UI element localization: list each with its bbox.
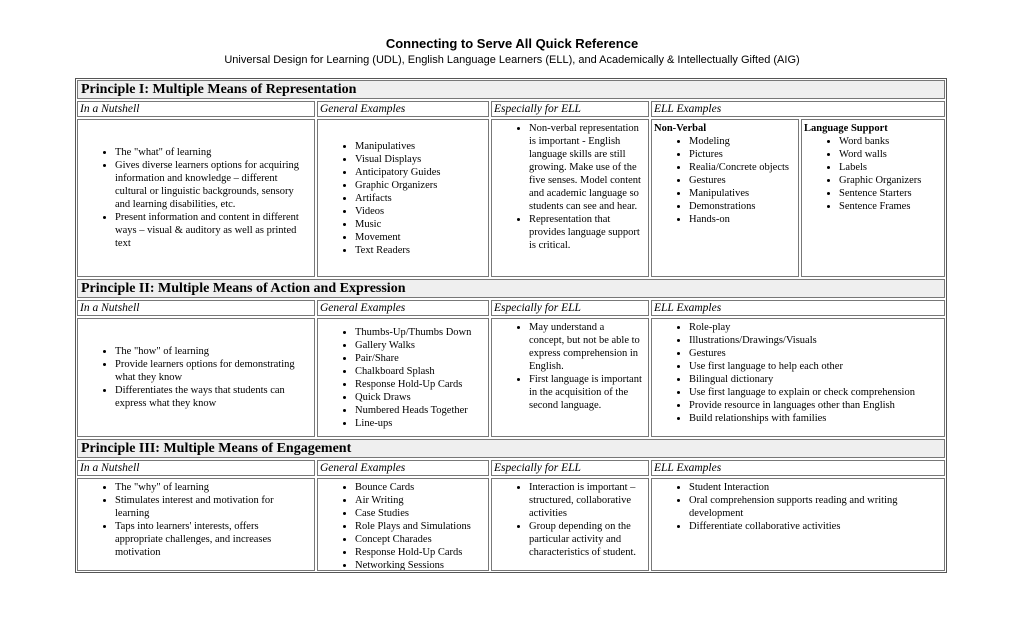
list-item: • Pair/Share xyxy=(355,352,471,365)
p1-header-general: General Examples xyxy=(317,101,489,117)
list-item: • Response Hold-Up Cards xyxy=(355,546,482,559)
list-item: • Word walls xyxy=(839,148,938,161)
page-title: Connecting to Serve All Quick Reference xyxy=(385,36,639,51)
list-item: • Differentiate collaborative activities xyxy=(689,520,938,533)
list-item: • Anticipatory Guides xyxy=(355,166,440,179)
list-item: • Gestures xyxy=(689,174,792,187)
list-item: • Use first language to explain or check comprehension xyxy=(689,386,938,399)
p1-header-ell: Especially for ELL xyxy=(491,101,649,117)
list-item: • Role Plays and Simulations xyxy=(355,520,482,533)
list-item: • Modeling xyxy=(689,135,792,148)
list-item: • Movement xyxy=(355,231,440,244)
p2-nutshell-cell xyxy=(77,318,315,437)
list-item: • Interaction is important – structured, collaborative activities xyxy=(529,481,642,520)
list-item: • Numbered Heads Together xyxy=(355,404,471,417)
p3-header-nutshell: In a Nutshell xyxy=(77,460,315,476)
p1-ell-examples-nonverbal xyxy=(651,119,799,277)
list-item: • Demonstrations xyxy=(689,200,792,213)
list-item: • Gallery Walks xyxy=(355,339,471,352)
list-item: • Provide learners options for demonstrating what they know xyxy=(115,358,308,384)
list-item: • Sentence Starters xyxy=(839,187,938,200)
list-item: • Response Hold-Up Cards xyxy=(355,378,471,391)
p2-header-nutshell: In a Nutshell xyxy=(77,300,315,316)
list-item: • Hands-on xyxy=(689,213,792,226)
list-item: • Use first language to help each other xyxy=(689,360,938,373)
list-item: • Bilingual dictionary xyxy=(689,373,938,386)
list-item: • Student Interaction xyxy=(689,481,938,494)
p2-ell-cell xyxy=(491,318,649,437)
list-item: • Gestures xyxy=(689,347,938,360)
list-item: • Group depending on the particular activity and characteristics of student. xyxy=(529,520,642,559)
list-item: • The "why" of learning xyxy=(115,481,308,494)
list-item: • Oral comprehension supports reading and writing development xyxy=(689,494,938,520)
principle-1-heading: Principle I: Multiple Means of Representation xyxy=(77,80,945,99)
list-item: • Illustrations/Drawings/Visuals xyxy=(689,334,938,347)
p1-header-ell-examples: ELL Examples xyxy=(651,101,945,117)
list-item: • Networking Sessions xyxy=(355,559,482,571)
p3-header-general: General Examples xyxy=(317,460,489,476)
p1-ell-cell xyxy=(491,119,649,277)
p1-general-cell xyxy=(317,119,489,277)
p1-nutshell-cell xyxy=(77,119,315,277)
p3-ell-cell xyxy=(491,478,649,571)
list-item: • Word banks xyxy=(839,135,938,148)
list-item: • Role-play xyxy=(689,321,938,334)
principle-3-heading: Principle III: Multiple Means of Engagement xyxy=(77,439,945,458)
p2-header-ell: Especially for ELL xyxy=(491,300,649,316)
list-item: • Videos xyxy=(355,205,440,218)
p3-header-ell-examples: ELL Examples xyxy=(651,460,945,476)
list-item: • Representation that provides language support is critical. xyxy=(529,213,642,252)
list-item: • Quick Draws xyxy=(355,391,471,404)
page-subtitle: Universal Design for Learning (UDL), English Language Learners (ELL), and Academically & Intellectually Gifted (AIG) xyxy=(224,54,800,66)
p1-header-nutshell: In a Nutshell xyxy=(77,101,315,117)
p3-general-cell xyxy=(317,478,489,571)
list-item: • Provide resource in languages other than English xyxy=(689,399,938,412)
principle-2-heading: Principle II: Multiple Means of Action and Expression xyxy=(77,279,945,298)
list-item: • Differentiates the ways that students can express what they know xyxy=(115,384,308,410)
list-item: • Artifacts xyxy=(355,192,440,205)
p2-header-ell-examples: ELL Examples xyxy=(651,300,945,316)
p1-ell-examples-language-support xyxy=(801,119,945,277)
list-item: • The "how" of learning xyxy=(115,345,308,358)
list-item: • First language is important in the acquisition of the second language. xyxy=(529,373,642,412)
list-item: • Case Studies xyxy=(355,507,482,520)
p3-ell-examples-cell xyxy=(651,478,945,571)
list-item: • Gives diverse learners options for acquiring information and knowledge – different cultural or linguistic backgrounds, sensory and learning disabilities, etc. xyxy=(115,159,308,211)
list-item: • Text Readers xyxy=(355,244,440,257)
list-item: • Pictures xyxy=(689,148,792,161)
list-item: • Manipulatives xyxy=(689,187,792,200)
list-item: • Thumbs-Up/Thumbs Down xyxy=(355,326,471,339)
list-item: • Manipulatives xyxy=(355,140,440,153)
list-item: • Non-verbal representation is important - English language skills are still growing. Make use of the five senses. Model content and academic language so students can see and hear. xyxy=(529,122,642,213)
list-item: • Bounce Cards xyxy=(355,481,482,494)
language-support-heading: Language Support xyxy=(804,123,888,134)
p3-nutshell-cell xyxy=(77,478,315,571)
p2-ell-examples-cell xyxy=(651,318,945,437)
list-item: • Air Writing xyxy=(355,494,482,507)
list-item: • Sentence Frames xyxy=(839,200,938,213)
list-item: • Taps into learners' interests, offers appropriate challenges, and increases motivation xyxy=(115,520,308,559)
list-item: • Stimulates interest and motivation for learning xyxy=(115,494,308,520)
list-item: • Concept Charades xyxy=(355,533,482,546)
list-item: • Visual Displays xyxy=(355,153,440,166)
nonverbal-heading: Non-Verbal xyxy=(654,123,707,134)
list-item: • Labels xyxy=(839,161,938,174)
p2-header-general: General Examples xyxy=(317,300,489,316)
p3-header-ell: Especially for ELL xyxy=(491,460,649,476)
list-item: • Line-ups xyxy=(355,417,471,430)
list-item: • Music xyxy=(355,218,440,231)
p2-general-cell xyxy=(317,318,489,437)
list-item: • Build relationships with families xyxy=(689,412,938,425)
list-item: • Graphic Organizers xyxy=(355,179,440,192)
list-item: • Graphic Organizers xyxy=(839,174,938,187)
list-item: • The "what" of learning xyxy=(115,146,308,159)
list-item: • Chalkboard Splash xyxy=(355,365,471,378)
list-item: • Realia/Concrete objects xyxy=(689,161,792,174)
list-item: • Present information and content in different ways – visual & auditory as well as printed text xyxy=(115,211,308,250)
list-item: • May understand a concept, but not be able to express comprehension in English. xyxy=(529,321,642,373)
